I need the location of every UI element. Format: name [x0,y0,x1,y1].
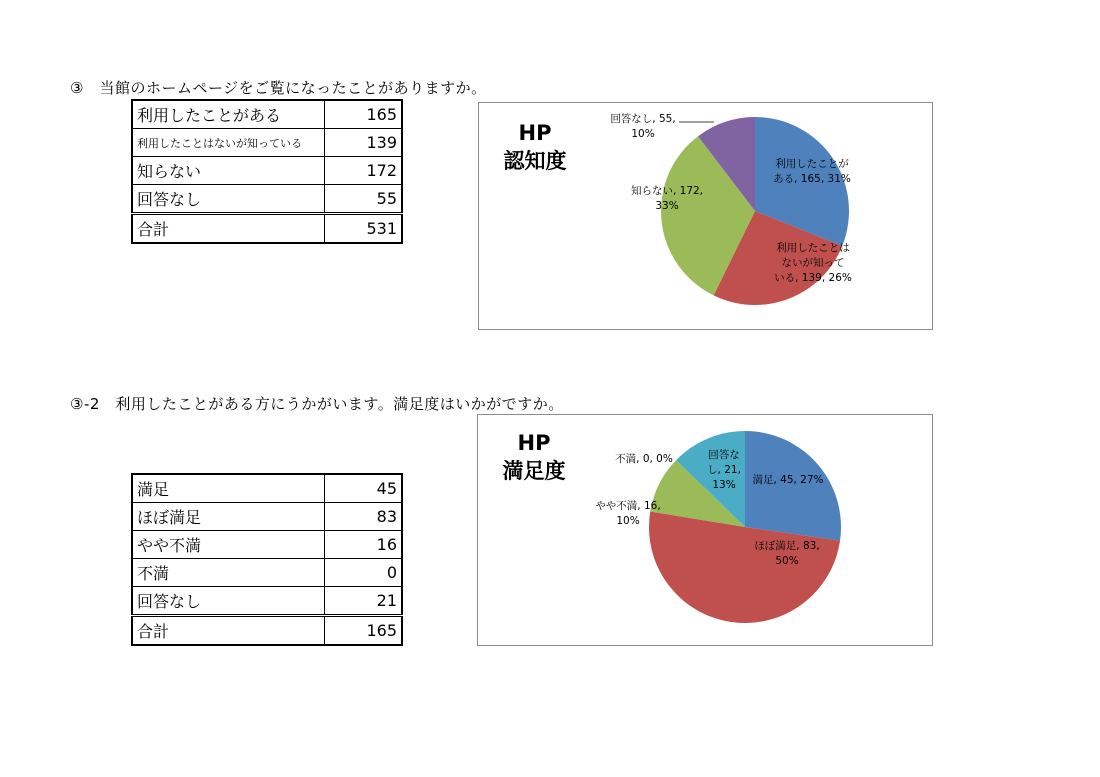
satisfaction-table [131,473,403,646]
total-row [132,214,402,244]
table-row [132,157,402,185]
slice-data-label: やや不満, 16, 10% [595,500,661,527]
slice-data-label: 満足, 45, 27% [752,474,824,486]
slice-data-label: 利用したことはないが知っている, 139, 26% [774,242,852,284]
awareness-table [131,99,403,244]
table-row [132,185,402,214]
slice-data-label: 不満, 0, 0% [615,453,673,465]
table-row [132,474,402,503]
row-label: 回答なし [132,185,325,214]
slice-data-label: 回答なし, 55, 10% [610,113,676,140]
row-label: 満足 [132,474,325,503]
section2-heading: ③-2 利用したことがある方にうかがいます。満足度はいかがですか。 [70,395,564,413]
row-label: 知らない [132,157,325,185]
row-label: 利用したことがある [132,100,325,129]
slice-data-label: ほぼ満足, 83, 50% [754,540,820,567]
row-value: 83 [325,503,403,531]
table-row [132,129,402,157]
row-value: 139 [325,129,403,157]
total-label: 合計 [132,616,325,646]
satisfaction-pie [478,415,932,645]
row-value: 16 [325,531,403,559]
table-row [132,587,402,616]
row-value: 0 [325,559,403,587]
total-row [132,616,402,646]
row-label: 利用したことはないが知っている [132,129,325,157]
table-row [132,531,402,559]
table-row [132,503,402,531]
row-value: 21 [325,587,403,616]
row-label: 不満 [132,559,325,587]
total-label: 合計 [132,214,325,244]
slice-data-label: 利用したことがある, 165, 31% [773,158,851,185]
awareness-pie [479,103,932,329]
chart-title-line: HP [517,431,551,455]
total-value: 165 [325,616,403,646]
row-value: 45 [325,474,403,503]
table-row [132,100,402,129]
slice-data-label: 知らない, 172, 33% [630,185,704,212]
row-value: 172 [325,157,403,185]
row-label: ほぼ満足 [132,503,325,531]
chart-title-line: HP [518,121,552,145]
satisfaction-chart [477,414,933,646]
total-value: 531 [325,214,403,244]
table-row [132,559,402,587]
section1-heading: ③ 当館のホームページをご覧になったことがありますか。 [70,79,487,97]
row-label: やや不満 [132,531,325,559]
row-value: 165 [325,100,403,129]
chart-title-line: 満足度 [502,459,566,483]
chart-title-line: 認知度 [503,149,567,173]
slice-data-label: 回答なし, 21, 13% [707,449,741,491]
row-value: 55 [325,185,403,214]
awareness-chart [478,102,933,330]
row-label: 回答なし [132,587,325,616]
